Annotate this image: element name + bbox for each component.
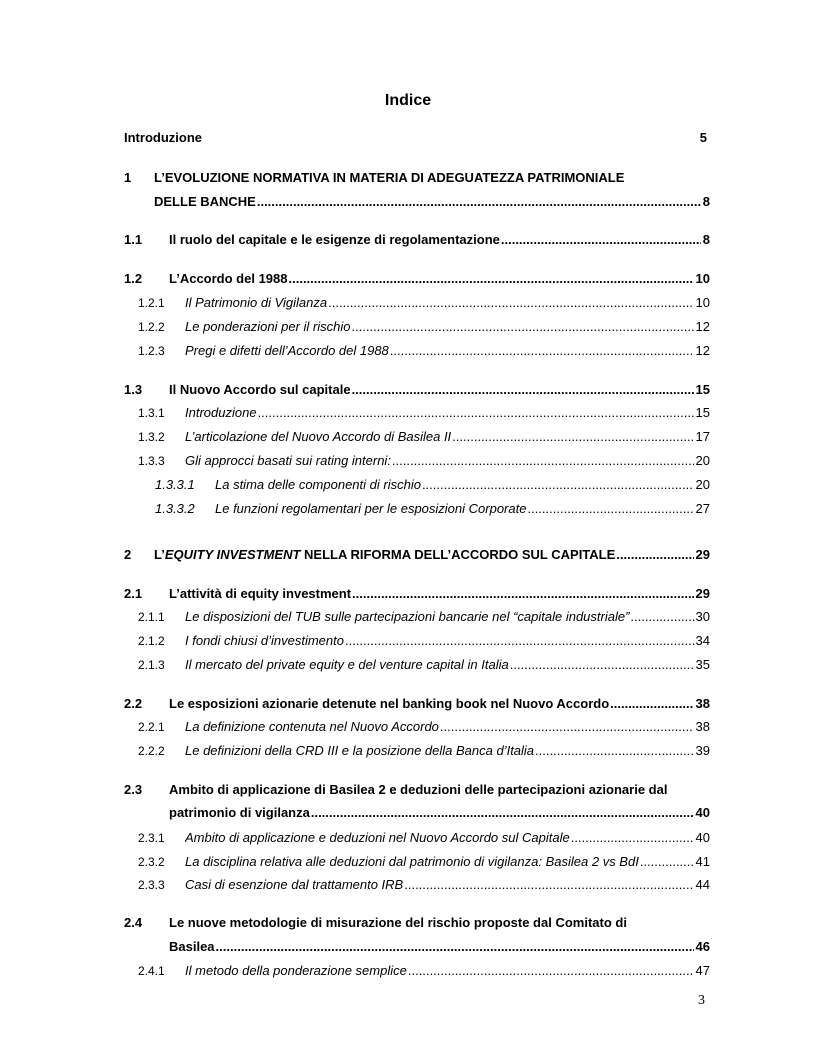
toc-entry[interactable] [0,717,816,737]
toc-entry-title: L’attività di equity investment [169,586,352,601]
toc-entry-number: 1.3.2 [138,430,165,444]
toc-entry-number: 1 [124,170,132,185]
toc-entry[interactable] [0,631,816,651]
toc-leader-dots [289,269,694,289]
toc-entry[interactable] [0,168,816,188]
toc-entry-number: 1.3.3.1 [155,477,195,492]
toc-entry-number: 2.2.1 [138,720,165,734]
toc-entry-title: Le disposizioni del TUB sulle partecipazioni bancarie nel “capitale industriale” [185,609,630,624]
toc-entry-title: Il Nuovo Accordo sul capitale [169,382,351,397]
toc-intro[interactable] [0,128,816,148]
toc-entry[interactable] [0,655,816,675]
toc-entry-page: 29 [695,547,710,562]
toc-leader-dots [257,192,701,212]
toc-leader-dots [630,607,693,627]
toc-entry-number: 1.3 [124,382,143,397]
toc-entry-title [154,545,615,565]
toc-entry[interactable] [0,828,816,848]
toc-leader-dots [258,403,694,423]
toc-entry-page: 47 [695,963,710,978]
toc-entry-page: 12 [695,319,710,334]
toc-leader-dots [311,803,694,823]
toc-entry[interactable] [0,269,816,289]
toc-entry-title: patrimonio di vigilanza [169,805,310,820]
toc-entry-page: 15 [695,405,710,420]
toc-entry[interactable] [0,403,816,423]
toc-leader-dots [422,475,694,495]
toc-leader-dots [527,499,693,519]
toc-entry[interactable] [0,380,816,400]
toc-entry[interactable] [0,741,816,761]
toc-entry[interactable] [0,780,816,800]
toc-leader-dots [328,293,693,313]
toc-entry-number: 1.1 [124,232,143,247]
toc-entry-number: 2.1.1 [138,610,165,624]
toc-entry-page: 10 [695,271,710,286]
toc-entry-number: 2.3.2 [138,855,165,869]
toc-entry-number: 2 [124,547,132,562]
toc-entry-title: Il mercato del private equity e del venture capital in Italia [185,657,509,672]
toc-entry-title-suffix: NELLA RIFORMA DELL’ACCORDO SUL CAPITALE [300,547,616,562]
toc-entry[interactable] [0,961,816,981]
toc-leader-dots [392,451,694,471]
toc-entry-title: I fondi chiusi d’investimento [185,633,344,648]
toc-entry-title: Ambito di applicazione e deduzioni nel Nuovo Accordo sul Capitale [185,830,570,845]
toc-entry-title: Casi di esenzione dal trattamento IRB [185,877,404,892]
toc-entry[interactable] [0,230,816,250]
toc-entry-page: 27 [695,501,710,516]
toc-entry-title: Gli approcci basati sui rating interni: [185,453,391,468]
toc-leader-dots [216,937,694,957]
toc-entry-number: 2.3.1 [138,831,165,845]
toc-entry[interactable] [0,803,816,823]
toc-entry[interactable] [0,451,816,471]
toc-leader-dots [404,875,693,895]
toc-entry-page: 29 [695,586,710,601]
toc-leader-dots [352,380,694,400]
toc-leader-dots [351,317,693,337]
toc-entry-page: 8 [702,194,710,209]
toc-leader-dots [510,655,694,675]
toc-entry-number: 1.2.1 [138,296,165,310]
toc-entry-number: 2.4.1 [138,964,165,978]
toc-entry-title: Le nuove metodologie di misurazione del rischio proposte dal Comitato di [169,915,627,930]
toc-entry-number: 2.3 [124,782,143,797]
toc-entry[interactable] [0,317,816,337]
toc-entry[interactable] [0,192,816,212]
toc-entry-title: La definizione contenuta nel Nuovo Accordo [185,719,439,734]
toc-entry-page: 44 [695,877,710,892]
toc-leader-dots [390,341,694,361]
toc-entry[interactable] [0,875,816,895]
toc-entry-title: Le funzioni regolamentari per le esposizioni Corporate [215,501,527,516]
toc-entry-page: 38 [695,719,710,734]
toc-leader-dots [610,694,693,714]
toc-leader-dots [571,828,694,848]
toc-entry-page: 20 [695,453,710,468]
toc-entry-title: L’Accordo del 1988 [169,271,288,286]
toc-intro-page: 5 [699,130,707,145]
toc-entry[interactable] [0,694,816,714]
toc-entry-page: 40 [695,830,710,845]
toc-entry-number: 2.1.3 [138,658,165,672]
toc-entry-page: 34 [695,633,710,648]
toc-entry-title: L’articolazione del Nuovo Accordo di Basilea II [185,429,452,444]
toc-entry-title: Il ruolo del capitale e le esigenze di regolamentazione [169,232,500,247]
toc-entry-number: 1.3.3 [138,454,165,468]
toc-entry-number: 2.1 [124,586,143,601]
toc-entry-number: 2.4 [124,915,143,930]
toc-entry-title: La stima delle componenti di rischio [215,477,421,492]
toc-leader-dots [352,584,693,604]
toc-entry-page: 40 [695,805,710,820]
toc-entry-title-italic: EQUITY INVESTMENT [164,547,301,562]
toc-entry-number: 1.2.2 [138,320,165,334]
toc-entry[interactable] [0,545,816,565]
toc-entry[interactable] [0,499,816,519]
toc-entry-title: Le definizioni della CRD III e la posizione della Banca d’Italia [185,743,535,758]
toc-entry-number: 2.1.2 [138,634,165,648]
toc-entry[interactable] [0,427,816,447]
toc-entry-title: DELLE BANCHE [154,194,256,209]
toc-entry-page: 35 [695,657,710,672]
toc-leader-dots [616,545,693,565]
toc-entry-page: 12 [695,343,710,358]
toc-entry-title: Le esposizioni azionarie detenute nel banking book nel Nuovo Accordo [169,696,610,711]
page-title: Indice [384,92,432,109]
toc-entry-page: 46 [695,939,710,954]
toc-entry-number: 1.2.3 [138,344,165,358]
page-number: 3 [698,993,705,1008]
toc-entry[interactable] [0,341,816,361]
toc-leader-dots [408,961,694,981]
toc-entry-title: La disciplina relativa alle deduzioni dal patrimonio di vigilanza: Basilea 2 vs BdI [185,854,639,869]
toc-entry-page: 41 [695,854,710,869]
toc-entry[interactable] [0,607,816,627]
toc-intro-text: Introduzione [124,130,202,145]
toc-entry-title: Basilea [169,939,215,954]
toc-entry-number: 1.3.3.2 [155,501,195,516]
toc-entry-page: 30 [695,609,710,624]
toc-entry[interactable] [0,937,816,957]
toc-entry-page: 20 [695,477,710,492]
toc-entry-title-prefix: L’ [154,547,165,562]
toc-entry[interactable] [0,913,816,933]
toc-entry-number: 2.2.2 [138,744,165,758]
toc-entry-page: 39 [695,743,710,758]
toc-entry-number: 1.3.1 [138,406,165,420]
toc-entry-number: 2.3.3 [138,878,165,892]
toc-leader-dots [640,852,694,872]
toc-entry[interactable] [0,852,816,872]
toc-leader-dots [501,230,701,250]
toc-entry-page: 17 [695,429,710,444]
toc-leader-dots [345,631,694,651]
toc-entry-title: Ambito di applicazione di Basilea 2 e deduzioni delle partecipazioni azionarie dal [169,782,668,797]
toc-entry-page: 15 [695,382,710,397]
toc-entry-page: 10 [695,295,710,310]
toc-entry[interactable] [0,584,816,604]
toc-entry-title: Le ponderazioni per il rischio [185,319,351,334]
toc-leader-dots [452,427,693,447]
toc-entry-number: 1.2 [124,271,143,286]
toc-leader-dots [440,717,694,737]
toc-entry-title: Introduzione [185,405,257,420]
toc-entry-title: Pregi e difetti dell’Accordo del 1988 [185,343,389,358]
toc-entry-page: 38 [695,696,710,711]
toc-entry-page: 8 [702,232,710,247]
toc-entry-title: Il Patrimonio di Vigilanza [185,295,328,310]
toc-entry-number: 2.2 [124,696,143,711]
toc-entry-title: Il metodo della ponderazione semplice [185,963,407,978]
toc-entry[interactable] [0,293,816,313]
toc-entry-title: L’EVOLUZIONE NORMATIVA IN MATERIA DI ADEGUATEZZA PATRIMONIALE [154,170,625,185]
toc-entry[interactable] [0,475,816,495]
toc-leader-dots [535,741,693,761]
